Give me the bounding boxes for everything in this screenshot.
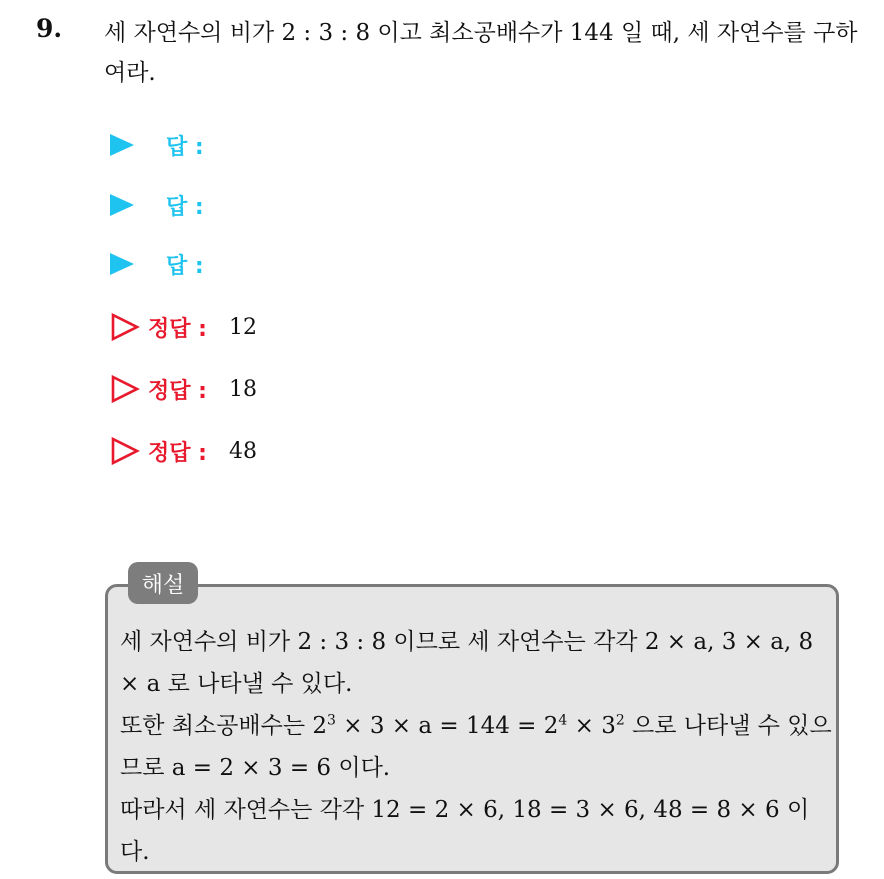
exponent: 4 [558, 712, 568, 729]
filled-triangle-icon [110, 134, 134, 156]
filled-triangle-icon [110, 253, 134, 275]
filled-triangle-icon [110, 194, 134, 216]
question-text: 세 자연수의 비가 2 : 3 : 8 이고 최소공배수가 144 일 때, 세 자연수를 구하여라. [104, 20, 858, 86]
solution-label: 정답 : [148, 378, 207, 404]
answer-prompt-2 [110, 190, 204, 220]
answer-prompt-1 [110, 130, 204, 160]
explanation-line-2 [120, 705, 832, 789]
answer-label: 답 : [166, 194, 204, 220]
explanation-text [120, 621, 832, 873]
explanation-line-3: 따라서 세 자연수는 각각 12 = 2 × 6, 18 = 3 × 6, 48 = 8 × 6 이다. [120, 797, 810, 865]
answer-label: 답 : [166, 134, 204, 160]
solution-label: 정답 : [148, 316, 207, 342]
explanation-line-1: 세 자연수의 비가 2 : 3 : 8 이므로 세 자연수는 각각 2 × a, 3 × a, 8 × a 로 나타낼 수 있다. [120, 629, 814, 697]
outline-triangle-icon [110, 374, 140, 404]
exponent: 3 [327, 712, 336, 729]
exponent: 2 [615, 712, 625, 729]
outline-triangle-icon [110, 436, 140, 466]
outline-triangle-icon [110, 312, 140, 342]
solution-value: 48 [228, 438, 257, 464]
explanation-line-2-part: × 3 × a = 144 = 2 [335, 713, 559, 739]
question-number: 9. [36, 14, 63, 43]
solution-value: 12 [228, 314, 257, 340]
explanation-line-2-part: 또한 최소공배수는 2 [120, 713, 327, 739]
answer-prompt-3 [110, 249, 204, 279]
answer-label: 답 : [166, 253, 204, 279]
solution-label: 정답 : [148, 440, 207, 466]
explanation-line-2-part: × 3 [567, 713, 616, 739]
solution-value: 18 [228, 376, 257, 402]
solution-row-1 [110, 310, 257, 344]
solution-row-3 [110, 434, 257, 468]
explanation-line-2-part: 으로 나타낼 수 있으므로 a = 2 × 3 = 6 이다. [120, 713, 832, 781]
solution-row-2 [110, 372, 257, 406]
explanation-tag: 해설 [128, 562, 198, 604]
